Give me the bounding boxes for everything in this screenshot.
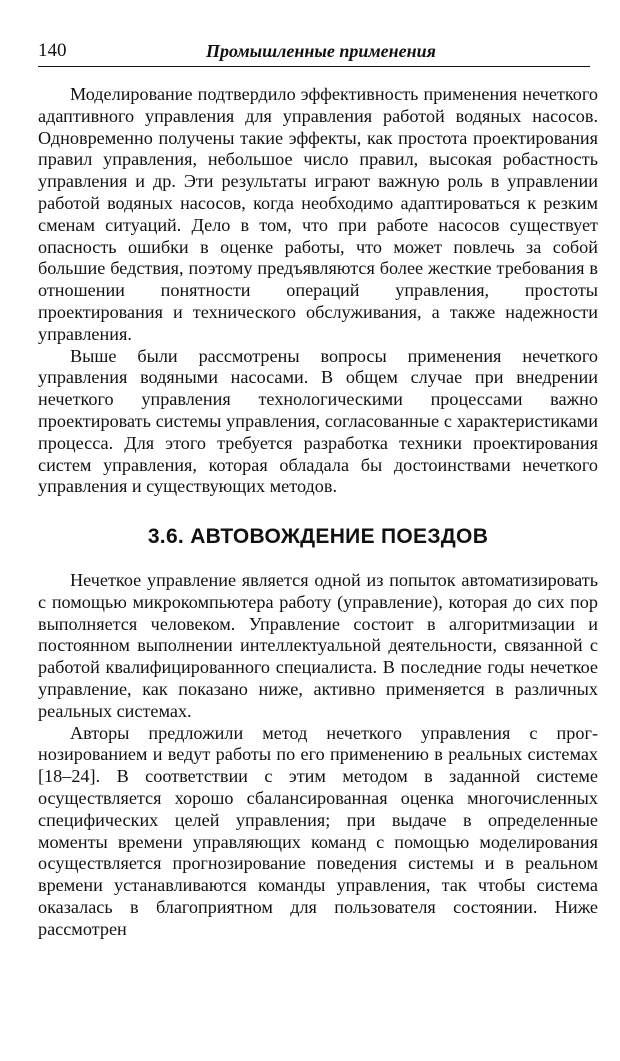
page-number: 140	[38, 40, 67, 61]
running-title: Промышленные применения	[206, 41, 436, 61]
body-paragraph: Моделирование подтвердило эффективность применения нечеткого адаптивного управления для управления работой водяных насосов. Одновременно получены такие эффекты, как простота проектирования правил управления, небольшое число правил, высокая робастность управления и др. Эти результаты играют важную роль в управлении работой водяных насосов, когда необходимо адаптироваться к резким сменам ситуаций. Дело в том, что при работе насосов существует опасность ошибки в оценке работы, что может повлечь за собой большие бедствия, поэтому предъявляются более жесткие требования в отношении понятности операций управления, простоты проектирования и технического обслуживания, а также надежности управления.	[38, 84, 598, 344]
page-body	[38, 84, 598, 940]
page-header	[38, 36, 590, 67]
section-heading: 3.6. АВТОВОЖДЕНИЕ ПОЕЗДОВ	[147, 525, 489, 549]
body-paragraph: Выше были рассмотрены вопросы применения нечеткого управления водяными насосами. В общем случае при внедрении нечеткого управления технологическими процессами важно проектировать системы управления, согласованные с характеристиками процесса. Для этого требуется разработка техники проектирования систем управления, которая обладала бы достоинствами нечеткого управления и существующих методов.	[38, 345, 598, 497]
body-paragraph: Нечеткое управление является одной из попыток автоматизировать с помощью микрокомпьютера работу (управление), которая до сих пор выполняется человеком. Управление состоит в алгоритмизации и постоянном выполнении интеллектуальной деятельности, связанной с работой квалифицированного специалиста. В последние годы нечеткое управление, как показано ниже, активно применяется в различных реальных системах.	[38, 569, 598, 721]
body-paragraph: Авторы предложили метод нечеткого управления с прогнозированием и ведут работы по его применению в реальных системах [18–24]. В соответствии с этим методом в заданной системе осуществляется хорошо сбалансированная оценка многочисленных специфических целей управления; при выдаче в определенные моменты времени управляющих команд с помощью моделирования осуществляется прогнозирование поведения системы и в реальном времени устанавливаются команды управления, так чтобы система оказалась в благоприятном для пользователя состоянии. Ниже рассмотрен	[38, 722, 598, 939]
